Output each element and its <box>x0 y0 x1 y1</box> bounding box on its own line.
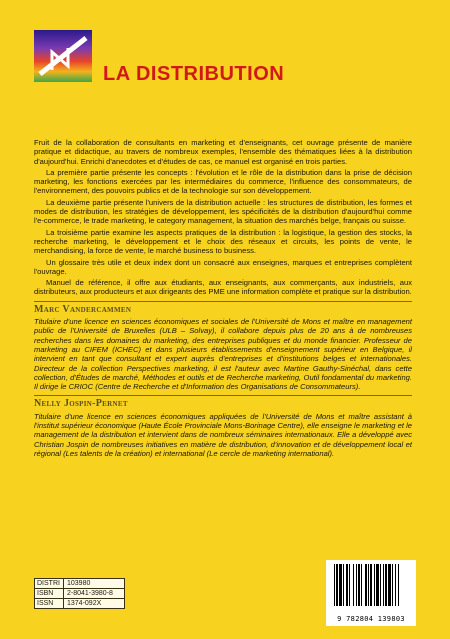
author-name: Nelly Jospin-Pernet <box>34 398 128 410</box>
barcode <box>326 560 416 626</box>
intro-paragraph: La première partie présente les concepts : l'évolution et le rôle de la distribution dans la prise de décision marketing, les fonctions exercées par les intermédiaires du commerce, l'influence des consommateurs, de l'environnement, des pouvoirs publics et de la technologie sur son développement. <box>34 167 412 196</box>
code-row <box>35 599 124 608</box>
intro-paragraph: La troisième partie examine les aspects pratiques de la distribution : la logistique, la gestion des stocks, la recherche marketing, le développement et le choix des réseaux et circuits, les points de vente, le merchandising, la force de vente, le marché business to business. <box>34 227 412 256</box>
code-value: 2-8041-3980-8 <box>67 590 113 597</box>
divider <box>34 301 412 302</box>
code-label: ISSN <box>35 599 64 608</box>
back-cover-text <box>34 138 412 462</box>
intro-paragraph: Manuel de référence, il offre aux étudiants, aux enseignants, aux commerçants, aux industriels, aux distributeurs, aux producteurs et aux dirigeants des PME une information complète et pratique sur la distribution. <box>34 278 412 297</box>
code-row <box>35 589 124 599</box>
barcode-bars <box>332 564 410 612</box>
code-value: 1374-092X <box>67 600 102 607</box>
barcode-digits: 9 782804 139803 <box>337 615 405 623</box>
intro-paragraph: La deuxième partie présente l'univers de la distribution actuelle : les structures de distribution, les formes et modes de distribution, les stratégies de développement, les spécificités de la distribution d'aujourd'hui comme l'e-commerce, le trade marketing, le category management, la situation des marchés belge, français ou suisse. <box>34 197 412 226</box>
divider <box>34 395 412 396</box>
code-label: ISBN <box>35 589 64 598</box>
author-bio: Titulaire d'une licence en sciences économiques et sociales de l'Université de Mons et maître en management public de l'Université de Bruxelles (ULB – Solvay), il collabore depuis plus de 20 ans à de nombreuses recherches dans les domaines du marketing, des entreprises publiques et du monde financier. Professeur de marketing au CIFEM (ICHEC) et dans plusieurs établissements d'enseignement supérieur en Belgique, il intervient en tant que consultant et expert auprès d'entreprises et d'institutions belges et internationales. Directeur de la collection Perspectives marketing, il est l'auteur avec Martine Gauthy-Sinéchal, dans cette collection, d'Études de marché, Méthodes et outils et de Recherche marketing, Outil fondamental du marketing. Il dirige le CRIOC (Centre de Recherche et d'Information des Organisations de Consommateurs). <box>34 317 412 392</box>
code-label: DISTRI <box>35 579 64 588</box>
page-title: LA DISTRIBUTION <box>103 63 285 85</box>
intro-section <box>34 138 412 297</box>
author-name: Marc Vandercammen <box>34 303 132 315</box>
author-bio: Titulaire d'une licence en sciences économiques appliquées de l'Université de Mons et maître assistant à l'institut supérieur économique (Haute École Provinciale Mons-Borinage Centre), elle enseigne le marketing et le management de la distribution et intervient dans de nombreux séminaires internationaux. Elle a développé avec Christian Jospin de nombreuses initiatives en matière de distribution, d'innovation et de développement local et régional (Les talents de la création) et international (Le cercle de marketing international). <box>34 411 412 458</box>
publisher-logo <box>34 30 92 82</box>
code-row <box>35 579 124 589</box>
code-value: 103980 <box>67 580 91 587</box>
intro-paragraph: Un glossaire très utile et deux index dont un consacré aux enseignes, marques et entreprises complètent l'ouvrage. <box>34 257 412 276</box>
intro-paragraph: Fruit de la collaboration de consultants en marketing et d'enseignants, cet ouvrage présente de manière pratique et didactique, au travers de nombreux exemples, l'ensemble des thématiques liées à la distribution d'aujourd'hui. Enrichi d'anecdotes et d'études de cas, ce manuel est organisé en trois parties. <box>34 138 412 166</box>
catalog-codes <box>34 578 125 609</box>
